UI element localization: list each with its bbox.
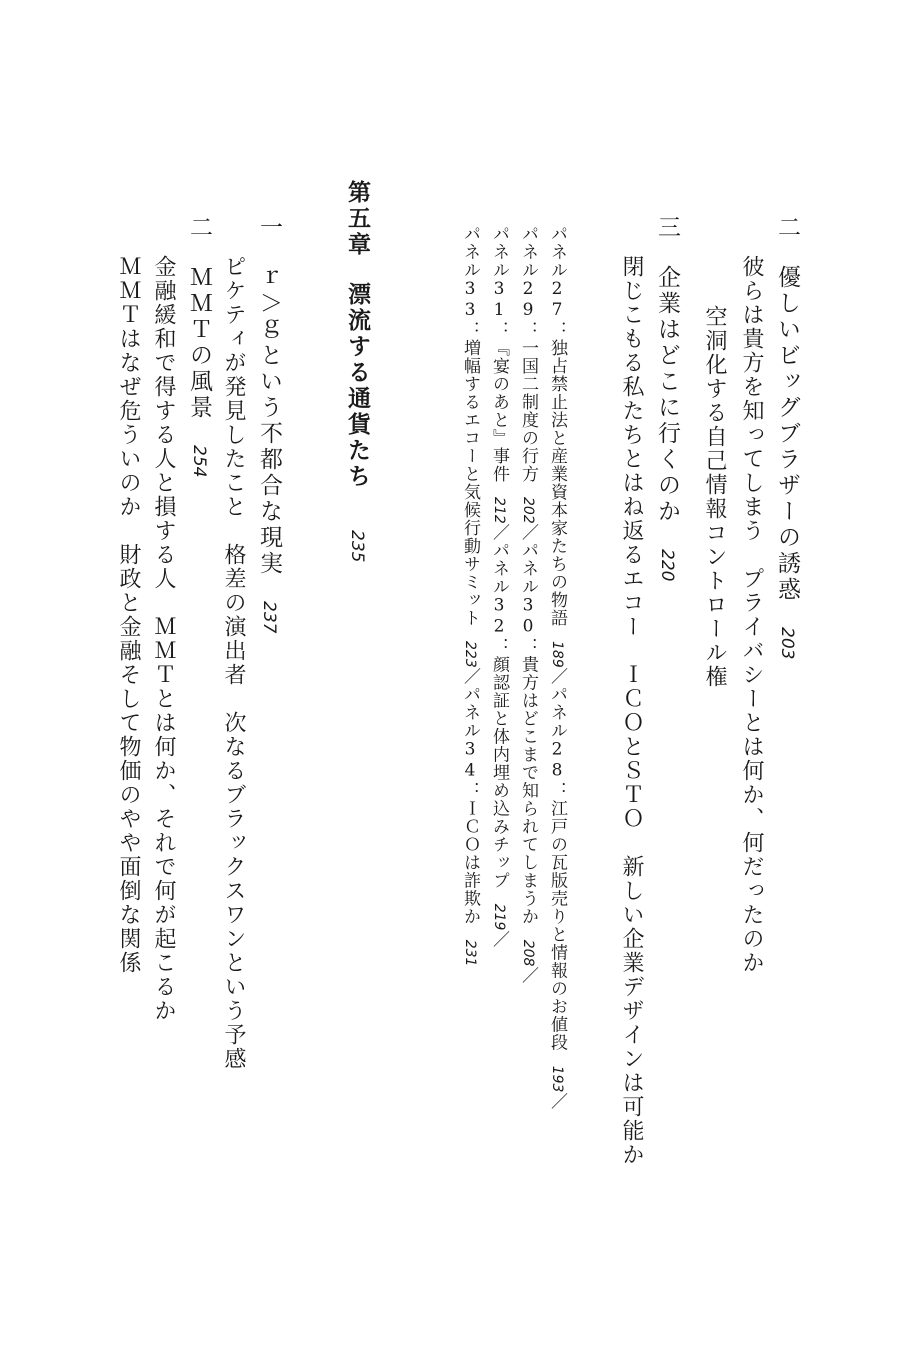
toc-c5-section-2 bbox=[187, 215, 210, 477]
separator: ／ bbox=[518, 523, 538, 542]
page-number: 212 bbox=[491, 497, 507, 524]
subsection-title: 格差の演出者 bbox=[221, 543, 246, 687]
subsection-title: プライバシーとは何か、何だったのか bbox=[739, 567, 764, 975]
subsection-title: 財政と金融そして物価のやや面倒な関係 bbox=[116, 543, 141, 975]
page-number: 254 bbox=[189, 445, 209, 478]
panel-entry: パネル31：『宴のあと』事件 bbox=[489, 225, 509, 483]
separator: ／ bbox=[547, 667, 567, 686]
page-number: 237 bbox=[259, 601, 279, 634]
page-number: 223 bbox=[462, 641, 478, 668]
subsection-title: 金融緩和で得する人と損する人 bbox=[151, 255, 176, 591]
subsection-title: 空洞化する自己情報コントロール権 bbox=[702, 305, 727, 689]
panel-entry: パネル28：江戸の瓦版売りと情報のお値段 bbox=[547, 685, 567, 1052]
section-title: 企業はどこに行くのか bbox=[654, 265, 680, 525]
page-number: 203 bbox=[777, 627, 797, 660]
section-title: ｒ＞ｇという不都合な現実 bbox=[256, 265, 282, 577]
toc-chapter-5 bbox=[345, 180, 368, 562]
toc-subsection-2-1 bbox=[740, 255, 762, 975]
page-number: 220 bbox=[657, 549, 677, 582]
subsection-title: ＭＭＴとは何か、それで何が起こるか bbox=[151, 615, 176, 1023]
page-number: 219 bbox=[491, 903, 507, 931]
subsection-title: 次なるブラックスワンという予感 bbox=[221, 711, 246, 1071]
separator: ／ bbox=[547, 1092, 567, 1111]
subsection-title: ＩＣＯとＳＴＯ bbox=[619, 663, 644, 831]
section-title: 優しいビッグブラザーの誘惑 bbox=[774, 265, 800, 603]
separator: ／ bbox=[460, 667, 480, 686]
toc-subsection-3-1 bbox=[620, 255, 642, 1167]
toc-section-2 bbox=[775, 215, 798, 659]
subsection-title: 閉じこもる私たちとはね返るエコー bbox=[619, 255, 644, 639]
toc-panel-line-3 bbox=[490, 225, 507, 948]
toc-c5-section-1 bbox=[257, 215, 280, 633]
section-number: 二 bbox=[774, 215, 800, 241]
panel-entry: パネル32：顔認証と体内埋め込みチップ bbox=[489, 541, 509, 890]
subsection-title: ピケティが発見したこと bbox=[221, 255, 246, 519]
page-number: 202 bbox=[520, 497, 536, 524]
separator: ／ bbox=[489, 930, 509, 949]
toc-panel-line-4 bbox=[461, 225, 478, 966]
section-title: ＭＭＴの風景 bbox=[186, 265, 212, 421]
page-number: 208 bbox=[520, 939, 536, 967]
page-number: 231 bbox=[462, 939, 478, 967]
page-number: 235 bbox=[347, 530, 367, 563]
panel-entry: パネル29：一国二制度の行方 bbox=[518, 225, 538, 483]
toc-c5-subsection-2-2 bbox=[117, 255, 139, 975]
panel-entry: パネル27：独占禁止法と産業資本家たちの物語 bbox=[547, 225, 567, 627]
section-number: 二 bbox=[186, 215, 212, 241]
toc-panel-line-2 bbox=[519, 225, 536, 984]
toc-subsection-2-2 bbox=[703, 305, 725, 689]
toc-panel-line-1 bbox=[548, 225, 565, 1110]
subsection-title: ＭＭＴはなぜ危ういのか bbox=[116, 255, 141, 519]
toc-c5-subsection-1-1 bbox=[222, 255, 244, 1071]
panel-entry: パネル33：増幅するエコーと気候行動サミット bbox=[460, 225, 480, 627]
section-number: 一 bbox=[256, 215, 282, 241]
separator: ／ bbox=[518, 966, 538, 985]
panel-entry: パネル34：ＩＣＯは詐欺か bbox=[460, 685, 480, 926]
panel-entry: パネル30：貴方はどこまで知られてしまうか bbox=[518, 541, 538, 926]
separator: ／ bbox=[489, 523, 509, 542]
chapter-label: 第五章 bbox=[344, 180, 370, 258]
subsection-title: 新しい企業デザインは可能か bbox=[619, 855, 644, 1167]
section-number: 三 bbox=[654, 215, 680, 241]
chapter-title: 漂流する通貨たち bbox=[344, 282, 370, 490]
page-number: 189 bbox=[549, 641, 565, 668]
subsection-title: 彼らは貴方を知ってしまう bbox=[739, 255, 764, 543]
page-number: 193 bbox=[549, 1065, 565, 1093]
toc-section-3 bbox=[655, 215, 678, 581]
toc-c5-subsection-2-1 bbox=[152, 255, 174, 1023]
